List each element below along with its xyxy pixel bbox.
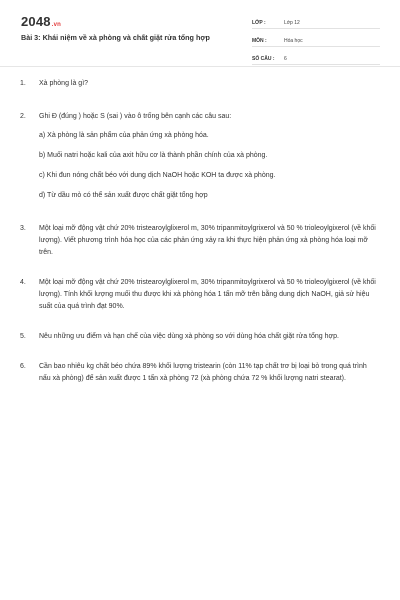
sub-item-c: c) Khi đun nóng chất béo với dung dịch NaOH hoặc KOH ta được xà phòng. [39, 172, 276, 179]
header-divider [0, 66, 400, 67]
question-text: Xà phòng là gì? [39, 80, 89, 87]
logo-suffix: .vn [51, 22, 62, 28]
question-number: 5. [20, 333, 26, 340]
meta-row-subject [252, 32, 380, 47]
question-number: 4. [20, 279, 26, 286]
question-text: Một loại mỡ động vật chứ 20% tristearoylglixerol m, 30% tripanmitoylgrixerol và 50 % trioleoylgixerol (về khối lượng). Viết phương trình hóa học của các phản ứng xảy ra khi thực hiện phản ứng xà phòng hóa loại mỡ trên. [39, 225, 376, 256]
logo-text: 2048 [21, 14, 51, 29]
meta-value: Hóa học [284, 38, 303, 44]
meta-key: SỐ CÂU : [252, 56, 275, 62]
site-logo[interactable] [21, 14, 61, 29]
meta-row-class [252, 14, 380, 29]
meta-value: 6 [284, 56, 287, 62]
question-number: 2. [20, 113, 26, 120]
question-list [20, 78, 380, 385]
question-2 [20, 111, 380, 123]
question-number: 6. [20, 363, 26, 370]
question-text: Một loại mỡ động vật chứ 20% tristearoylglixerol m, 30% tripanmitoylgrixerol và 50 % trioleoylgixerol (về khối lượng). Tính khối lượng muối thu được khi xà phòng hóa 1 tấn mỡ trên bằng dung dịch NaOH, giả sử hiệu suất của quá trình đạt 90%. [39, 279, 376, 310]
header [0, 0, 400, 64]
question-4 [20, 277, 380, 313]
question-3 [20, 223, 380, 259]
question-5 [20, 331, 380, 343]
meta-panel [252, 14, 380, 68]
meta-row-count [252, 50, 380, 65]
meta-key: MÔN : [252, 38, 267, 44]
question-number: 3. [20, 225, 26, 232]
question-number: 1. [20, 80, 26, 87]
meta-key: LỚP : [252, 20, 266, 26]
sub-item-d: d) Từ dầu mỏ có thể sản xuất được chất giặt tổng hợp [39, 192, 208, 199]
question-1 [20, 78, 380, 90]
meta-value: Lớp 12 [284, 20, 300, 26]
question-6 [20, 361, 380, 385]
question-text: Cần bao nhiêu kg chất béo chứa 89% khối lượng tristearin (còn 11% tạp chất trơ bị loại bỏ trong quá trình nấu xà phòng) để sản xuất được 1 tấn xà phòng 72 (xà phòng chứa 72 % khối lượng natri stearat). [39, 363, 367, 382]
lesson-title: Bài 3: Khái niệm về xà phòng và chất giặt rửa tổng hợp [21, 33, 210, 42]
question-text: Nêu những ưu điểm và hạn chế của việc dùng xà phòng so với dùng hóa chất giặt rửa tổng hợp. [39, 333, 339, 340]
sub-item-a: a) Xà phòng là sản phẩm của phản ứng xà phòng hóa. [39, 132, 209, 139]
sub-item-b: b) Muối natri hoặc kali của axit hữu cơ là thành phần chính của xà phòng. [39, 152, 268, 159]
question-text: Ghi Đ (đúng ) hoặc S (sai ) vào ô trống bên cạnh các câu sau: [39, 113, 232, 120]
